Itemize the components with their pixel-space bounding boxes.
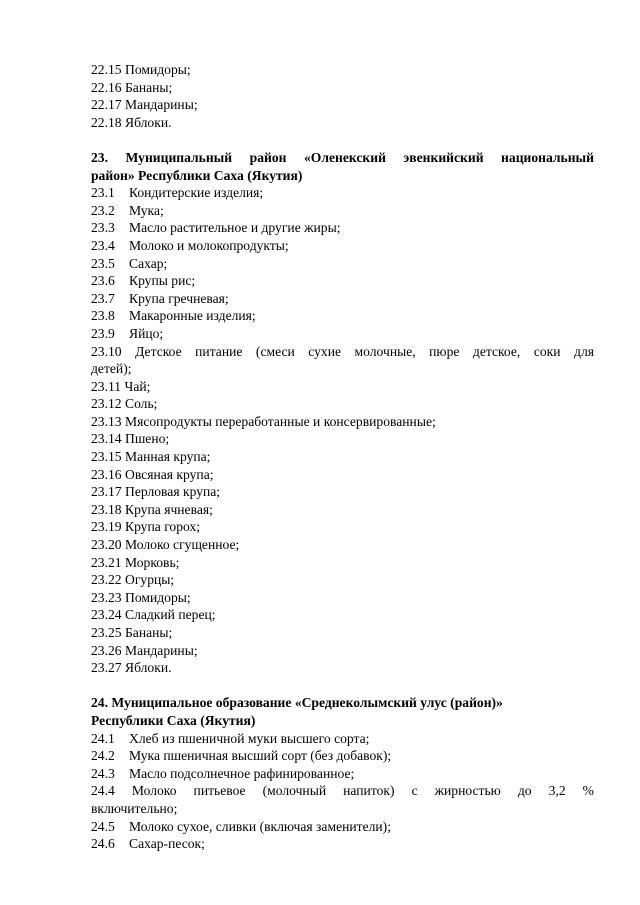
item-number: 23.12 <box>91 396 122 412</box>
item-number: 23.21 <box>91 554 122 570</box>
list-item <box>91 61 594 79</box>
list-item <box>91 219 594 237</box>
item-number: 23.1 <box>91 185 115 201</box>
item-text: Перловая крупа; <box>125 484 221 500</box>
item-text: Крупа гречневая; <box>129 290 229 306</box>
item-text: Молоко и молокопродукты; <box>129 237 289 253</box>
list-item <box>91 202 594 220</box>
item-text: Помидоры; <box>125 589 191 605</box>
item-text: Молоко питьевое (молочный напиток) с жирностью до 3,2 % <box>131 783 594 799</box>
list-item <box>91 483 594 501</box>
list-item <box>91 272 594 290</box>
item-number: 22.16 <box>91 79 122 95</box>
item-number: 23.10 <box>91 343 122 359</box>
item-number: 23.6 <box>91 273 115 289</box>
item-text: Пшено; <box>125 431 170 447</box>
item-number: 23.14 <box>91 431 122 447</box>
item-number: 22.17 <box>91 97 122 113</box>
item-number: 24.4 <box>91 783 115 799</box>
list-item <box>91 114 594 132</box>
list-item <box>91 237 594 255</box>
item-text: Бананы; <box>125 79 173 95</box>
item-number: 23.3 <box>91 220 115 236</box>
list-item <box>91 747 594 765</box>
item-number: 24.3 <box>91 765 115 781</box>
item-text: Крупы рис; <box>129 273 196 289</box>
item-text: Крупа ячневая; <box>125 501 213 517</box>
list-item <box>91 466 594 484</box>
item-text-continuation: включительно; <box>91 800 178 816</box>
item-text: Манная крупа; <box>125 449 211 465</box>
item-text-continuation: детей); <box>91 361 132 377</box>
item-text: Сахар; <box>129 255 168 271</box>
item-text: Масло подсолнечное рафинированное; <box>129 765 355 781</box>
list-item <box>91 606 594 624</box>
item-text: Детское питание (смеси сухие молочные, пюре детское, соки для <box>135 343 594 359</box>
item-number: 23.16 <box>91 466 122 482</box>
list-item <box>91 589 594 607</box>
list-item <box>91 730 594 748</box>
item-number: 23.26 <box>91 642 122 658</box>
list-item <box>91 624 594 642</box>
list-item <box>91 96 594 114</box>
list-item <box>91 554 594 572</box>
list-item <box>91 430 594 448</box>
list-item <box>91 782 594 817</box>
item-text: Кондитерские изделия; <box>129 185 264 201</box>
list-item <box>91 536 594 554</box>
item-number: 24.5 <box>91 818 115 834</box>
item-number: 23.18 <box>91 501 122 517</box>
item-number: 23.17 <box>91 484 122 500</box>
item-number: 22.18 <box>91 114 122 130</box>
item-text: Крупа горох; <box>125 519 201 535</box>
section-title-line: район» Республики Саха (Якутия) <box>91 167 303 183</box>
item-number: 22.15 <box>91 62 122 77</box>
item-text-line <box>91 782 594 800</box>
item-number: 23.20 <box>91 537 122 553</box>
item-text: Яйцо; <box>129 325 164 341</box>
item-text: Молоко сгущенное; <box>125 537 240 553</box>
item-text: Помидоры; <box>125 62 191 77</box>
list-item <box>91 343 594 378</box>
item-number: 23.2 <box>91 202 115 218</box>
item-text: Мясопродукты переработанные и консервированные; <box>125 413 436 429</box>
section-24-list <box>91 730 594 853</box>
item-number: 23.19 <box>91 519 122 535</box>
list-item <box>91 518 594 536</box>
item-number: 23.23 <box>91 589 122 605</box>
item-number: 23.11 <box>91 378 122 394</box>
list-item <box>91 325 594 343</box>
item-number: 24.2 <box>91 748 115 764</box>
section-23-list <box>91 184 594 677</box>
item-text: Яблоки. <box>125 660 172 676</box>
item-text: Овсяная крупа; <box>125 466 214 482</box>
item-text: Мука; <box>129 202 164 218</box>
list-item <box>91 835 594 853</box>
section-22-list <box>91 61 594 131</box>
list-item <box>91 290 594 308</box>
section-title-line: 23. Муниципальный район «Оленекский эвенкийский национальный <box>91 149 594 165</box>
list-item <box>91 255 594 273</box>
item-text: Морковь; <box>125 554 180 570</box>
item-number: 23.7 <box>91 290 115 306</box>
item-text: Сахар-песок; <box>129 836 205 852</box>
item-text: Масло растительное и другие жиры; <box>129 220 341 236</box>
item-number: 23.9 <box>91 325 115 341</box>
item-number: 23.22 <box>91 572 122 588</box>
item-text: Яблоки. <box>125 114 172 130</box>
list-item <box>91 501 594 519</box>
item-text: Молоко сухое, сливки (включая заменители); <box>129 818 391 834</box>
list-item <box>91 448 594 466</box>
item-text: Мандарины; <box>125 97 198 113</box>
section-24-title <box>91 694 594 729</box>
list-item <box>91 79 594 97</box>
item-number: 23.15 <box>91 449 122 465</box>
document-page <box>91 61 594 853</box>
list-item <box>91 413 594 431</box>
item-number: 23.13 <box>91 413 122 429</box>
item-number: 23.8 <box>91 308 115 324</box>
section-23-title <box>91 149 594 184</box>
item-number: 23.4 <box>91 237 115 253</box>
section-title-line: 24. Муниципальное образование «Среднеколымский улус (район)» <box>91 695 503 711</box>
list-item <box>91 642 594 660</box>
item-text: Сладкий перец; <box>125 607 216 623</box>
section-title-line: Республики Саха (Якутия) <box>91 712 256 728</box>
item-text: Соль; <box>125 396 158 412</box>
item-number: 24.6 <box>91 836 115 852</box>
list-item <box>91 307 594 325</box>
item-number: 23.24 <box>91 607 122 623</box>
item-number: 23.25 <box>91 625 122 640</box>
item-number: 24.1 <box>91 730 115 746</box>
item-text: Чай; <box>124 378 151 394</box>
item-text-line <box>91 343 594 361</box>
list-item <box>91 818 594 836</box>
item-text: Мандарины; <box>125 642 198 658</box>
item-number: 23.5 <box>91 255 115 271</box>
list-item <box>91 571 594 589</box>
item-text: Мука пшеничная высший сорт (без добавок); <box>129 748 392 764</box>
item-text: Огурцы; <box>125 572 175 588</box>
list-item <box>91 184 594 202</box>
list-item <box>91 378 594 396</box>
list-item <box>91 659 594 677</box>
list-item <box>91 395 594 413</box>
item-text: Макаронные изделия; <box>129 308 256 324</box>
item-text: Хлеб из пшеничной муки высшего сорта; <box>129 730 370 746</box>
item-text: Бананы; <box>125 625 173 640</box>
list-item <box>91 765 594 783</box>
item-number: 23.27 <box>91 660 122 676</box>
